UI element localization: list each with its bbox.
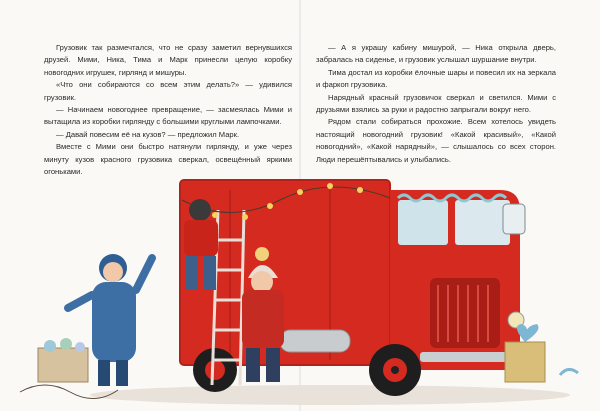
rear-wheel <box>193 348 237 392</box>
paragraph: Грузовик так размечтался, что не сразу заметил вернувшихся друзей. Мими, Ника, Тима и Марк принесли целую коробку новогодних игрушек, гирлянд и мишуры. <box>44 43 292 77</box>
paragraph: Тима достал из коробки ёлочные шары и повесил их на зеркала и фаркоп грузовика. <box>316 67 556 90</box>
paragraph: — Начинаем новогоднее превращение, — засмеялась Мими и вытащила из коробки гирлянду с большими круглыми лампочками. <box>44 105 292 127</box>
front-wheel <box>369 344 421 396</box>
paragraph: — Давай повесим её на кузов? — предложил Марк. <box>56 129 240 139</box>
grille <box>430 278 500 348</box>
side-window <box>398 200 448 245</box>
left-page-text <box>44 42 292 178</box>
paragraph: Вместе с Мими они быстро натянули гирлянду, и уже через минуту кузов красного грузовика сверкал, освещённый яркими огоньками. <box>44 142 292 177</box>
ground-shadow <box>90 385 570 405</box>
paragraph: Рядом стали собираться прохожие. Всем хотелось увидеть настоящий новогодний грузовик! «Какой красивый», «Какой новогодний», «Какой нарядный», — слышалось со всех сторон. Люди перешёптывались и улыбались. <box>316 117 556 164</box>
paragraph: «Что они собираются со всем этим делать?» — удивился грузовик. <box>44 80 292 102</box>
paragraph: — А я украшу кабину мишурой, — Ника открыла дверь, забралась на сиденье, и грузовик услышал шуршание внутри. <box>316 43 556 65</box>
fuel-tank <box>280 330 350 352</box>
mirror <box>503 204 525 234</box>
truck-illustration <box>0 170 600 411</box>
windshield <box>455 200 510 245</box>
paragraph: Нарядный красный грузовичок сверкал и светился. Мими с друзьями взялись за руки и радостно запрыгали вокруг него. <box>316 92 556 115</box>
right-page-text <box>316 42 556 166</box>
illustration-svg <box>0 170 600 411</box>
ornament-box-left <box>38 338 88 382</box>
